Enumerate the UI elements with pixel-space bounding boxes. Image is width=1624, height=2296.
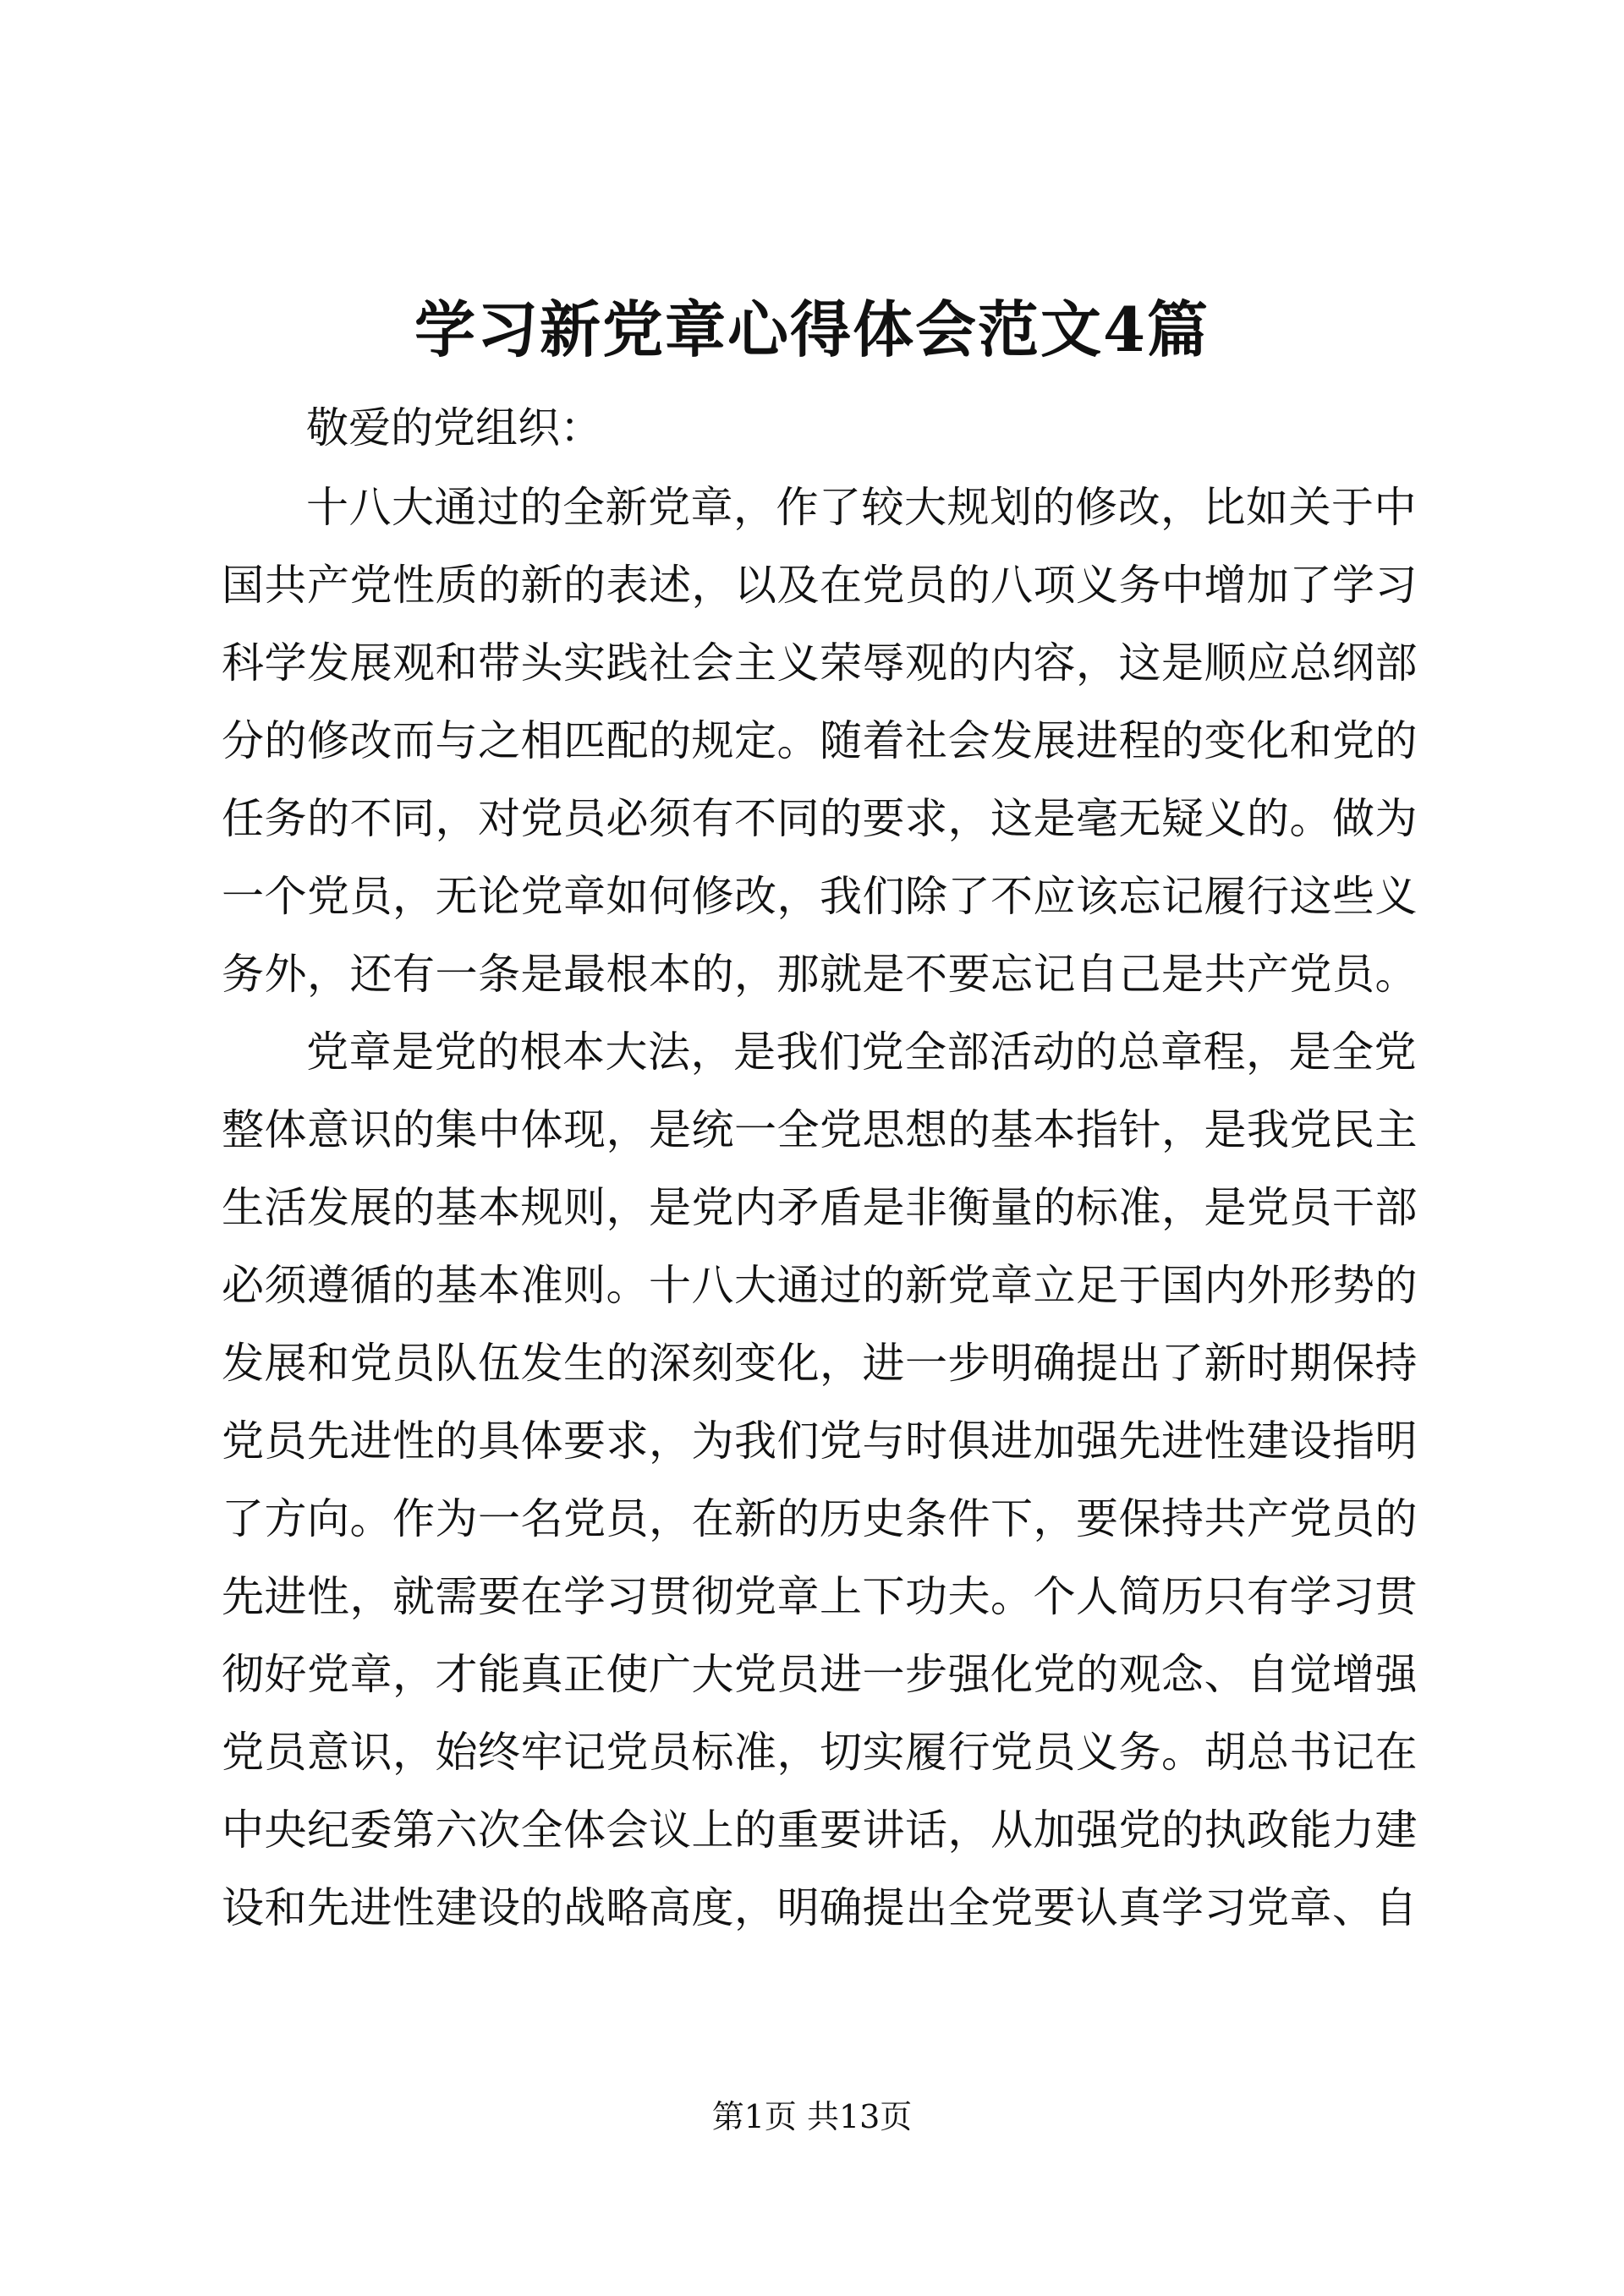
paragraph-line: 必须遵循的基本准则。十八大通过的新党章立足于国内外形势的: [222, 1261, 1418, 1310]
paragraph-line: 彻好党章，才能真正使广大党员进一步强化党的观念、自觉增强: [222, 1650, 1418, 1699]
paragraph-line: 先进性，就需要在学习贯彻党章上下功夫。个人简历只有学习贯: [222, 1572, 1418, 1621]
paragraph-line: 党员意识，始终牢记党员标准，切实履行党员义务。胡总书记在: [222, 1728, 1418, 1777]
document-body: [222, 387, 1418, 1947]
paragraph-line: 中央纪委第六次全体会议上的重要讲话，从加强党的执政能力建: [222, 1806, 1418, 1855]
paragraph-line: 党章是党的根本大法，是我们党全部活动的总章程，是全党: [306, 1027, 1417, 1077]
paragraph-line: 十八大通过的全新党章，作了较大规划的修改，比如关于中: [306, 483, 1417, 532]
paragraph-2: [222, 1013, 1418, 1947]
paragraph-line: 务外，还有一条是最根本的，那就是不要忘记自己是共产党员。: [222, 950, 1418, 999]
paragraph-line: 了方向。作为一名党员，在新的历史条件下，要保持共产党员的: [222, 1494, 1418, 1543]
paragraph-line: 生活发展的基本规则，是党内矛盾是非衡量的标准，是党员干部: [222, 1183, 1418, 1232]
paragraph-line: 设和先进性建设的战略高度，明确提出全党要认真学习党章、自: [222, 1883, 1418, 1932]
paragraph-line: 发展和党员队伍发生的深刻变化，进一步明确提出了新时期保持: [222, 1339, 1418, 1388]
page-number-footer: 第1页 共13页: [711, 2098, 913, 2135]
paragraph-line: 科学发展观和带头实践社会主义荣辱观的内容，这是顺应总纲部: [222, 638, 1418, 688]
salutation: 敬爱的党组织：: [306, 403, 602, 452]
paragraph-line: 任务的不同，对党员必须有不同的要求，这是毫无疑义的。做为: [222, 794, 1418, 843]
paragraph-1: [222, 469, 1418, 1013]
paragraph-line: 党员先进性的具体要求，为我们党与时俱进加强先进性建设指明: [222, 1417, 1418, 1466]
document-title: 学习新党章心得体会范文4篇: [414, 293, 1210, 365]
paragraph-line: 分的修改而与之相匹配的规定。随着社会发展进程的变化和党的: [222, 716, 1418, 765]
paragraph-line: 国共产党性质的新的表述，以及在党员的八项义务中增加了学习: [222, 561, 1418, 610]
paragraph-line: 一个党员，无论党章如何修改，我们除了不应该忘记履行这些义: [222, 872, 1418, 921]
paragraph-line: 整体意识的集中体现，是统一全党思想的基本指针，是我党民主: [222, 1105, 1418, 1154]
